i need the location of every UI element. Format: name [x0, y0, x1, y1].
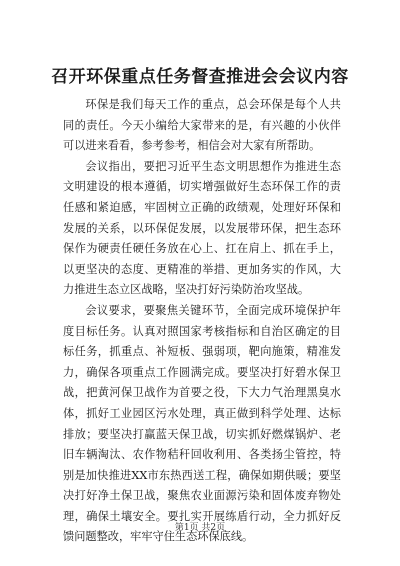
- document-body: [63, 95, 341, 548]
- intro-paragraph: 环保是我们每天工作的重点，总会环保是每个人共同的责任。今天小编给大家带来的是，有兴趣的小伙伴可以进来看看，参考参考，相信会对大家有所帮助。: [63, 98, 341, 153]
- meeting-points-paragraph: 会议指出，要把习近平生态文明思想作为推进生态文明建设的根本遵循，切实增强做好生态环保工作的责任感和紧迫感，牢固树立正确的政绩观，处理好环保和发展的关系，以环保促发展，以发展带环保，把生态环保作为硬责任硬任务放在心上、扛在肩上、抓在手上，以更坚决的态度、更精准的举措、更加务实的作风，大力推进生态立区战略，坚决打好污染防治攻坚战。: [63, 159, 341, 297]
- page-number-footer: 第1页 共2页: [174, 523, 226, 533]
- meeting-requirements-paragraph: 会议要求，要聚焦关键环节，全面完成环境保护年度目标任务。认真对照国家考核指标和自治区确定的目标任务，抓重点、补短板、强弱项，靶向施策，精准发力，确保各项重点工作圆满完成。要坚决打好碧水保卫战，把黄河保卫战作为首要之役，下大力气治理黑臭水体，抓好工业园区污水处理，真正做到科学处理、达标排放；要坚决打赢蓝天保卫战，切实抓好燃煤锅炉、老旧车辆淘汰、农作物秸秆回收利用、各类扬尘管控，特别是加快推进XX市东热西送工程，确保如期供暖；要坚决打好净土保卫战，聚焦农业面源污染和固体废弃物处理，确保土壤安全。要扎实开展练盾行动，全力抓好反馈问题整改，牢牢守住生态环保底线。: [63, 303, 341, 544]
- document-title: 召开环保重点任务督查推进会会议内容: [51, 67, 349, 87]
